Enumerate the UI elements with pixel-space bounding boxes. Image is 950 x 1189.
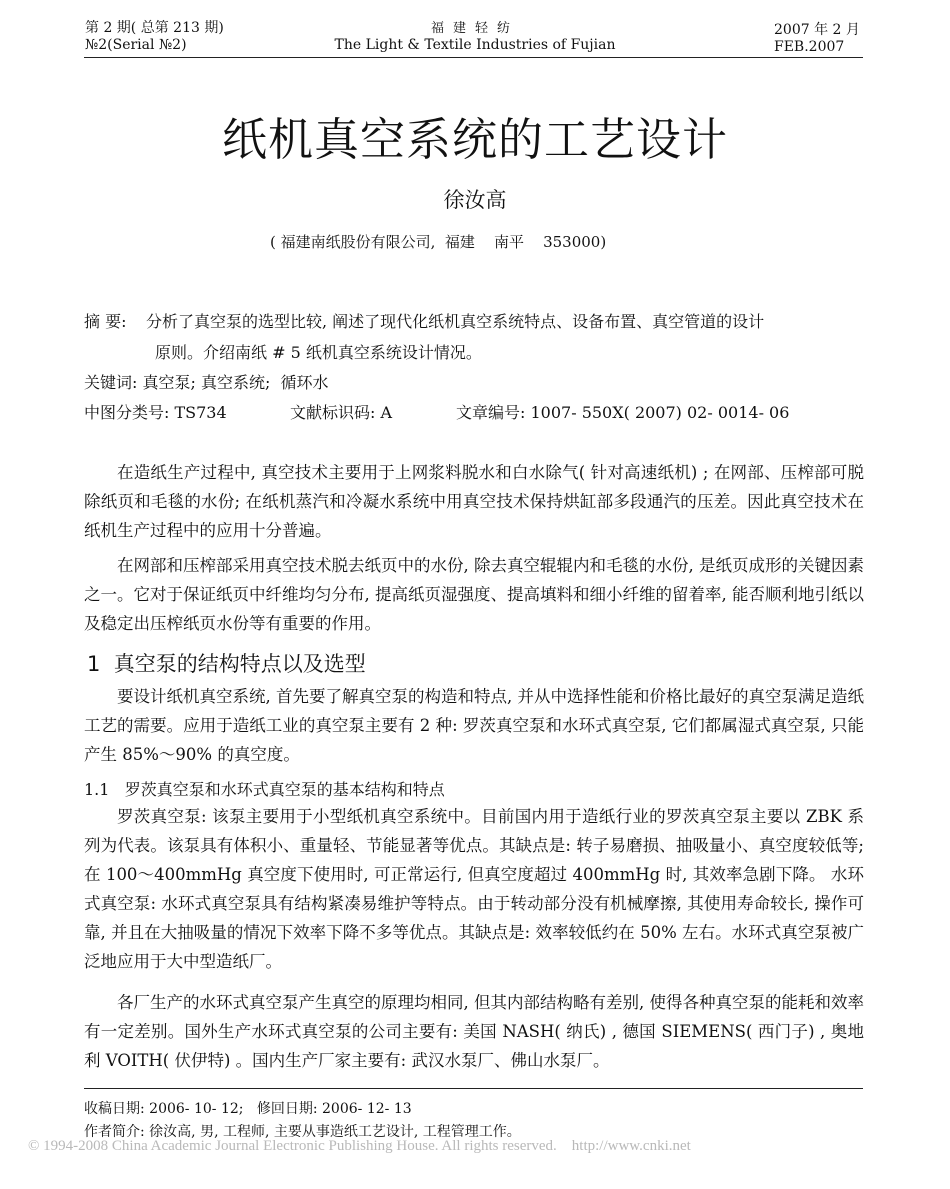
body-paragraph-3	[84, 682, 864, 769]
paragraph-text: 要设计纸机真空系统, 首先要了解真空泵的构造和特点, 并从中选择性能和价格比最好的真空泵满足造纸工艺的需要。应用于造纸工业的真空泵主要有 2 种: 罗茨真空泵和水环式真空泵, 它们都属湿式真空泵, 只能产生 85%～90% 的真空度。	[84, 687, 864, 764]
issue-en: №2(Serial №2)	[85, 37, 187, 53]
paragraph-text: 各厂生产的水环式真空泵产生真空的原理均相同, 但其内部结构略有差别, 使得各种真空泵的能耗和效率有一定差别。国外生产水环式真空泵的公司主要有: 美国 NASH( 纳氏) , 德国 SIEMENS( 西门子) , 奥地利 VOITH( 伏伊特) 。国内生产厂家主要有: 武汉水泵厂、佛山水泵厂。	[84, 993, 864, 1070]
footnote-rule	[84, 1088, 863, 1089]
journal-name-en: The Light & Textile Industries of Fujian	[334, 37, 616, 53]
date-cn: 2007 年 2 月	[774, 22, 860, 38]
abstract-text-line2: 原则。介绍南纸 # 5 纸机真空系统设计情况。	[155, 343, 482, 362]
author-affiliation: ( 福建南纸股份有限公司, 福建 南平 353000)	[270, 233, 607, 251]
journal-name-cn: 福建轻纺	[430, 21, 519, 36]
subsection-heading-1-1: 1.1 罗茨真空泵和水环式真空泵的基本结构和特点	[84, 780, 445, 799]
header-rule	[84, 57, 863, 58]
document-code: 文献标识码: A	[290, 403, 393, 422]
classification-line	[84, 403, 789, 423]
journal-date	[774, 22, 860, 56]
body-paragraph-2	[84, 551, 864, 638]
paragraph-text: 在造纸生产过程中, 真空技术主要用于上网浆料脱水和白水除气( 针对高速纸机) ; 在网部、压榨部可脱除纸页和毛毯的水份; 在纸机蒸汽和冷凝水系统中用真空技术保持烘缸部多段通汽的压差。因此真空技术在纸机生产过程中的应用十分普遍。	[84, 463, 864, 540]
body-paragraph-4	[84, 802, 864, 976]
abstract-text-line1: 分析了真空泵的选型比较, 阐述了现代化纸机真空系统特点、设备布置、真空管道的设计	[146, 312, 765, 331]
clc-number: 中图分类号: TS734	[84, 403, 227, 422]
paragraph-text: 在网部和压榨部采用真空技术脱去纸页中的水份, 除去真空辊辊内和毛毯的水份, 是纸页成形的关键因素之一。它对于保证纸页中纤维均匀分布, 提高纸页湿强度、提高填料和细小纤维的留着率, 能否顺利地引纸以及稳定出压榨纸页水份等有重要的作用。	[84, 556, 864, 633]
paragraph-text: 罗茨真空泵: 该泵主要用于小型纸机真空系统中。目前国内用于造纸行业的罗茨真空泵主要以 ZBK 系列为代表。该泵具有体积小、重量轻、节能显著等优点。其缺点是: 转子易磨损、抽吸量小、真空度较低等; 在 100～400mmHg 真空度下使用时, 可正常运行, 但真空度超过 400mmHg 时, 其效率急剧下降。 水环式真空泵: 水环式真空泵具有结构紧凑易维护等特点。由于转动部分没有机械摩擦, 其使用寿命较长, 操作可靠, 并且在大抽吸量的情况下效率下降不多等优点。其缺点是: 效率较低约在 50% 左右。水环式真空泵被广泛地应用于大中型造纸厂。	[84, 807, 864, 971]
keywords: 关键词: 真空泵; 真空系统; 循环水	[84, 373, 329, 392]
copyright-watermark: © 1994-2008 China Academic Journal Electronic Publishing House. All rights reserved. http://www.cnki.net	[28, 1138, 691, 1154]
paper-author: 徐汝高	[443, 188, 507, 212]
paper-title: 纸机真空系统的工艺设计	[221, 113, 728, 166]
body-paragraph-5	[84, 988, 864, 1075]
journal-issue-info	[85, 20, 224, 54]
footnote-author-bio: 作者简介: 徐汝高, 男, 工程师, 主要从事造纸工艺设计, 工程管理工作。	[84, 1124, 521, 1140]
footnote-received-date: 收稿日期: 2006- 10- 12; 修回日期: 2006- 12- 13	[84, 1101, 412, 1117]
date-en: FEB.2007	[774, 39, 845, 55]
issue-cn: 第 2 期( 总第 213 期)	[85, 20, 224, 36]
section-heading-1: 1 真空泵的结构特点以及选型	[87, 652, 366, 676]
article-number: 文章编号: 1007- 550X( 2007) 02- 0014- 06	[456, 403, 790, 422]
journal-name	[330, 20, 620, 54]
abstract-label: 摘 要:	[84, 312, 127, 331]
abstract	[84, 312, 866, 332]
body-paragraph-1	[84, 458, 864, 545]
